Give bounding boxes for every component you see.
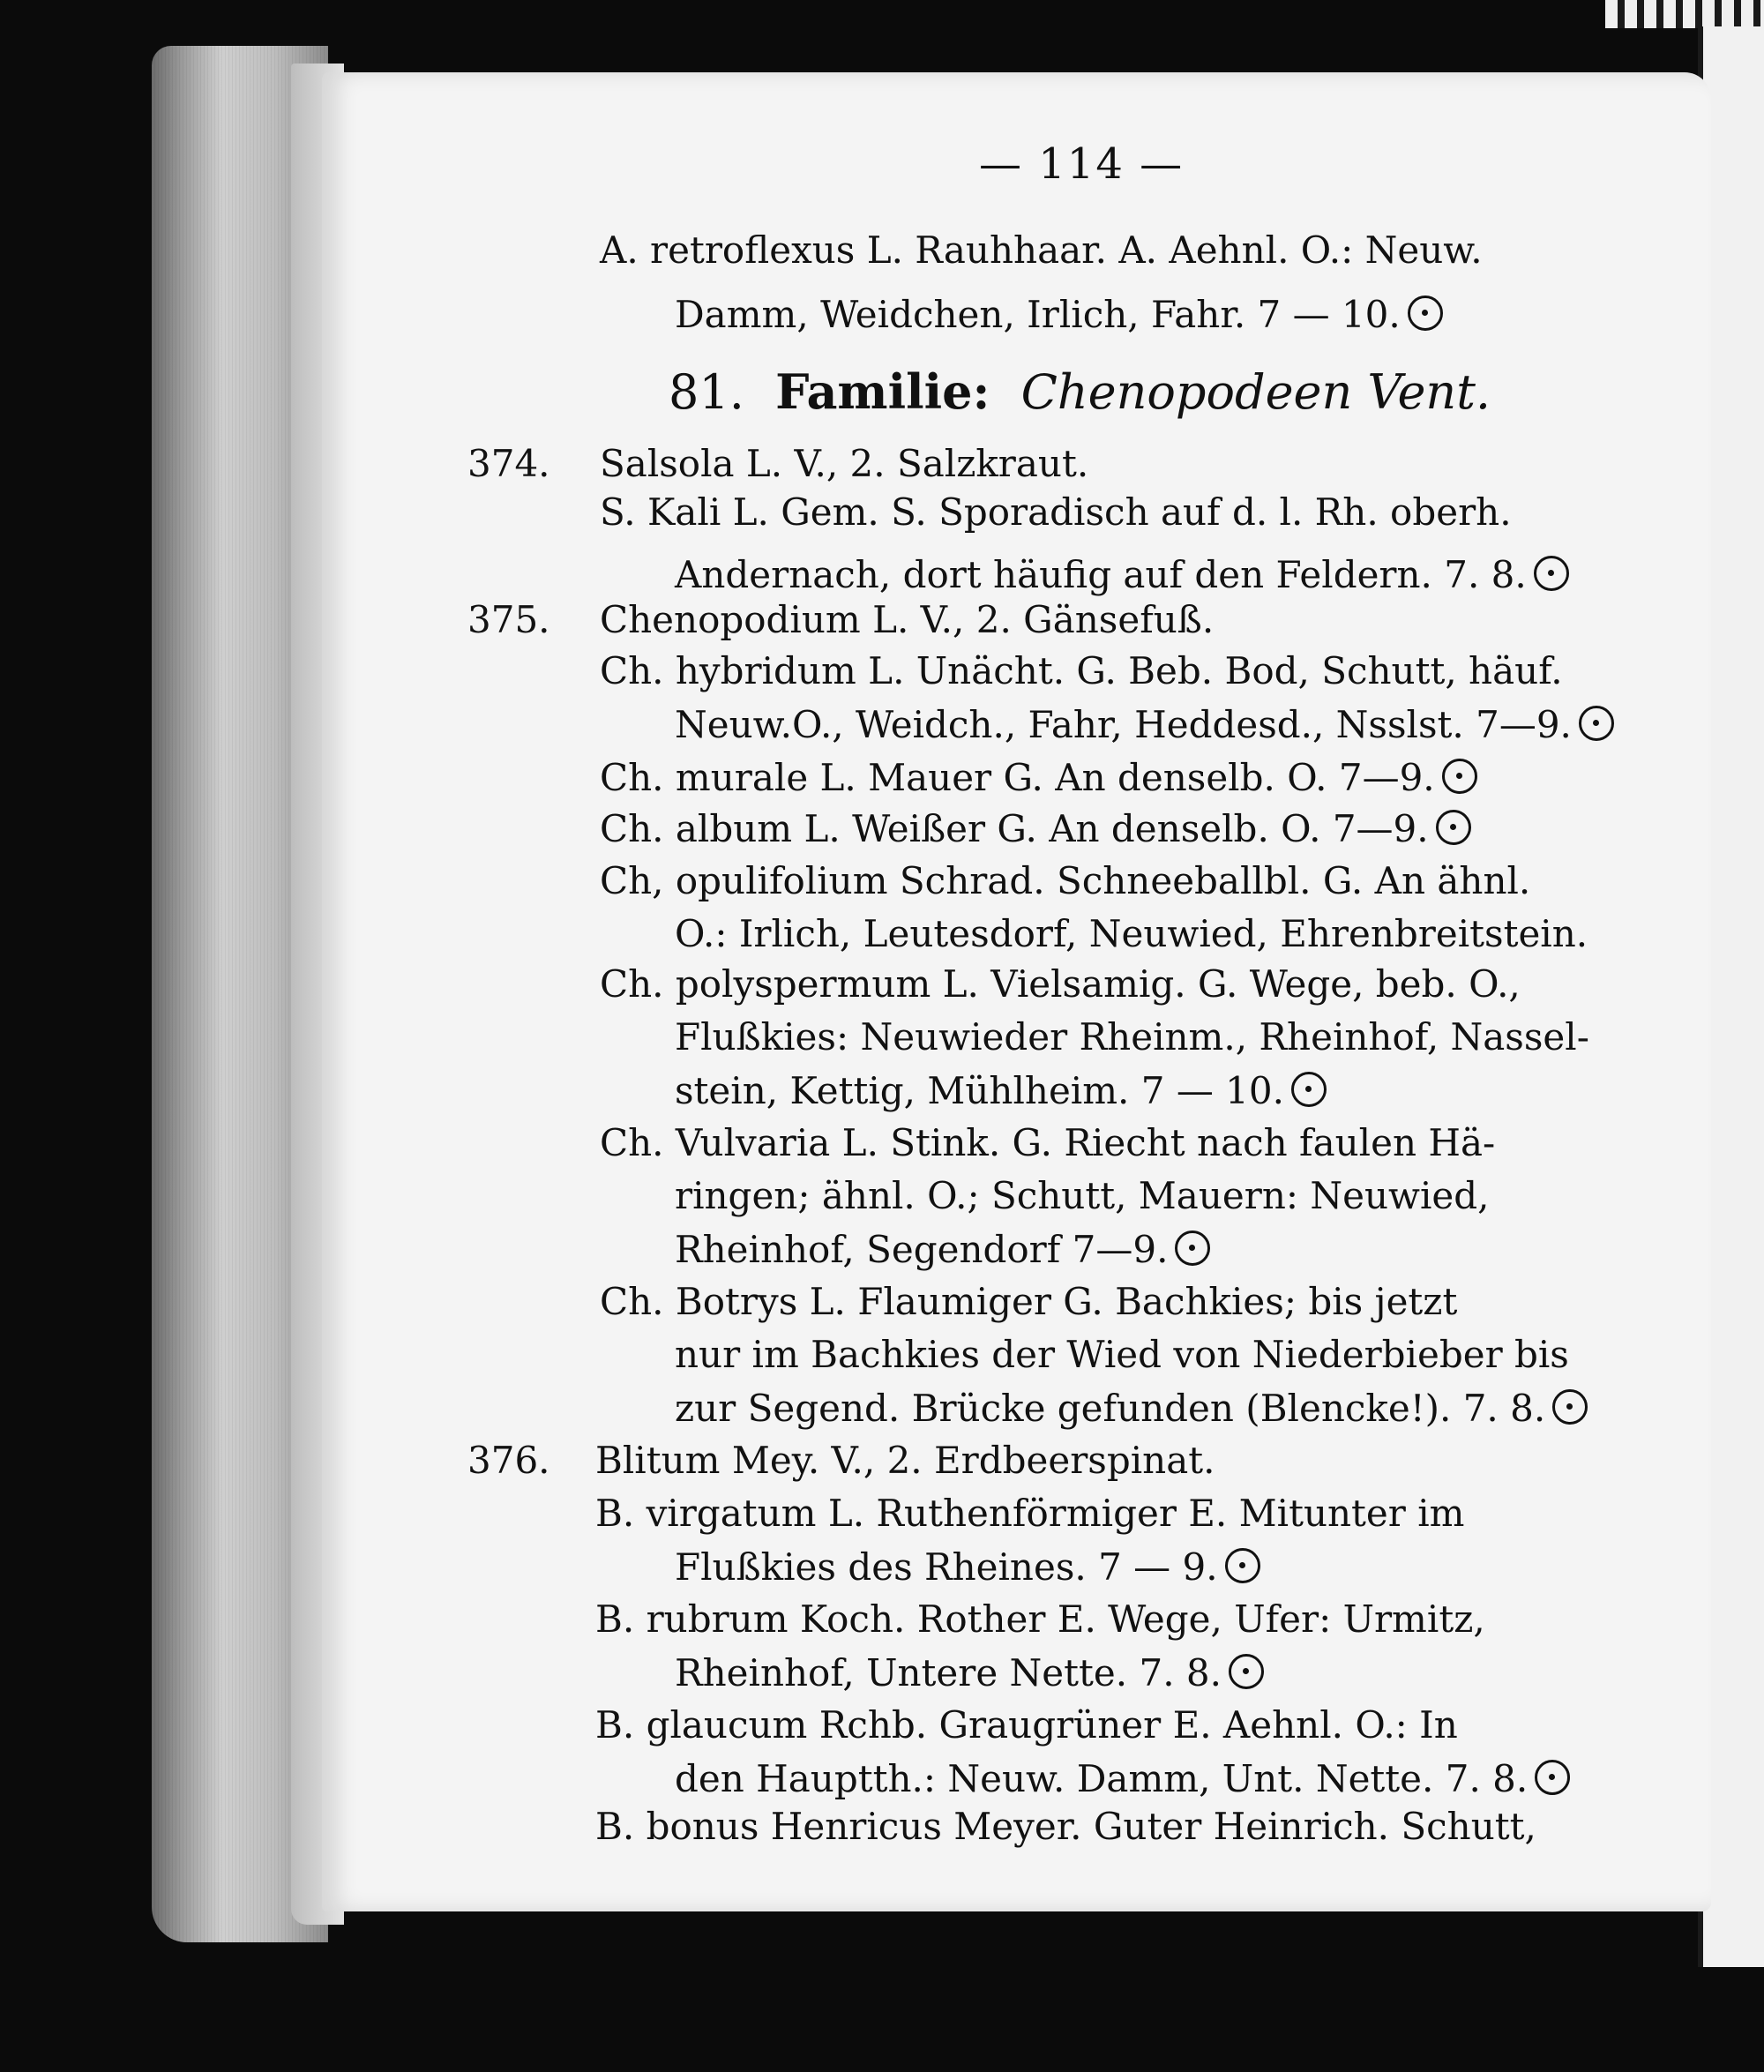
line-text: O.: Irlich, Leutesdorf, Neuwied, Ehrenbreitstein. — [675, 912, 1588, 955]
line-text: Flußkies: Neuwieder Rheinm., Rheinhof, Nassel- — [675, 1015, 1589, 1058]
line-text: B. bonus Henricus Meyer. Guter Heinrich. Schutt, — [595, 1805, 1536, 1848]
text-line — [467, 598, 1215, 641]
text-line — [595, 1703, 1458, 1747]
text-line — [467, 1439, 1215, 1482]
line-text: stein, Kettig, Mühlheim. 7 — 10. — [675, 1069, 1284, 1112]
text-line — [675, 1651, 1264, 1694]
annual-symbol-icon — [1534, 556, 1569, 591]
line-text: Rheinhof, Untere Nette. 7. 8. — [675, 1651, 1222, 1694]
species-number: 374. — [467, 442, 550, 485]
line-text: Andernach, dort häufig auf den Feldern. 7. 8. — [675, 553, 1527, 596]
line-text: Ch, opulifolium Schrad. Schneeballbl. G. An ähnl. — [600, 859, 1531, 902]
text-line — [675, 1333, 1569, 1376]
annual-symbol-icon — [1291, 1072, 1327, 1107]
text-line — [595, 1492, 1465, 1535]
line-text: Ch. Botrys L. Flaumiger G. Bachkies; bis jetzt — [600, 1280, 1458, 1323]
text-line — [675, 293, 1443, 336]
text-line — [675, 1069, 1327, 1112]
line-text: den Hauptth.: Neuw. Damm, Unt. Nette. 7. 8. — [675, 1757, 1529, 1800]
line-text: Flußkies des Rheines. 7 — 9. — [675, 1545, 1218, 1589]
line-text: Neuw.O., Weidch., Fahr, Heddesd., Nsslst. 7—9. — [675, 703, 1572, 746]
species-number: 375. — [467, 598, 550, 641]
line-text: Chenopodium L. V., 2. Gänsefuß. — [600, 598, 1215, 641]
annual-symbol-icon — [1175, 1230, 1210, 1266]
annual-symbol-icon — [1579, 706, 1614, 741]
line-text: Salsola L. V., 2. Salzkraut. — [600, 442, 1089, 485]
line-text: nur im Bachkies der Wied von Niederbieber bis — [675, 1333, 1569, 1376]
line-text: Blitum Mey. V., 2. Erdbeerspinat. — [595, 1439, 1215, 1482]
text-line — [467, 442, 1089, 485]
text-line — [675, 1015, 1589, 1058]
text-line — [600, 859, 1531, 902]
line-text: B. rubrum Koch. Rother E. Wege, Ufer: Urmitz, — [595, 1597, 1485, 1641]
annual-symbol-icon — [1552, 1389, 1588, 1425]
text-line — [600, 228, 1483, 272]
family-heading — [669, 363, 1491, 420]
family-taxon: Chenopodeen Vent. — [1020, 364, 1491, 420]
text-line — [675, 1545, 1260, 1589]
annual-symbol-icon — [1408, 295, 1443, 331]
line-text: Ch. polyspermum L. Vielsamig. G. Wege, beb. O., — [600, 962, 1521, 1006]
text-line — [600, 1121, 1496, 1164]
annual-symbol-icon — [1442, 759, 1477, 794]
line-text: Ch. murale L. Mauer G. An denselb. O. 7—9. — [600, 756, 1435, 799]
line-text: B. glaucum Rchb. Graugrüner E. Aehnl. O.: In — [595, 1703, 1458, 1747]
line-text: Ch. album L. Weißer G. An denselb. O. 7—9. — [600, 807, 1429, 850]
page-number: — 114 — — [979, 139, 1185, 189]
text-line — [600, 807, 1471, 850]
text-line — [600, 649, 1563, 692]
text-line — [595, 1805, 1536, 1848]
line-text: Damm, Weidchen, Irlich, Fahr. 7 — 10. — [675, 293, 1401, 336]
annual-symbol-icon — [1436, 810, 1471, 845]
text-line — [675, 912, 1588, 955]
line-text: S. Kali L. Gem. S. Sporadisch auf d. l. Rh. oberh. — [600, 490, 1512, 534]
family-number: 81. — [669, 364, 744, 420]
line-text: B. virgatum L. Ruthenförmiger E. Mitunter im — [595, 1492, 1465, 1535]
line-text: Ch. hybridum L. Unächt. G. Beb. Bod, Schutt, häuf. — [600, 649, 1563, 692]
text-line — [675, 1387, 1588, 1430]
text-line — [600, 962, 1521, 1006]
line-text: ringen; ähnl. O.; Schutt, Mauern: Neuwied, — [675, 1174, 1490, 1217]
text-line — [675, 703, 1614, 746]
text-line — [600, 756, 1477, 799]
annual-symbol-icon — [1229, 1654, 1264, 1689]
line-text: Ch. Vulvaria L. Stink. G. Riecht nach faulen Hä- — [600, 1121, 1496, 1164]
species-number: 376. — [467, 1439, 550, 1482]
line-text: Rheinhof, Segendorf 7—9. — [675, 1228, 1169, 1271]
text-line — [595, 1597, 1485, 1641]
text-line — [600, 490, 1512, 534]
text-line — [675, 1174, 1490, 1217]
text-line — [675, 1228, 1210, 1271]
annual-symbol-icon — [1225, 1548, 1260, 1583]
text-line — [675, 553, 1569, 596]
text-line — [600, 1280, 1458, 1323]
line-text: zur Segend. Brücke gefunden (Blencke!). 7. 8. — [675, 1387, 1546, 1430]
family-word: Familie: — [775, 363, 990, 420]
text-line — [675, 1757, 1570, 1800]
annual-symbol-icon — [1535, 1760, 1570, 1795]
line-text: A. retroflexus L. Rauhhaar. A. Aehnl. O.: Neuw. — [600, 228, 1483, 272]
bookmark-ribbon — [1605, 0, 1764, 28]
